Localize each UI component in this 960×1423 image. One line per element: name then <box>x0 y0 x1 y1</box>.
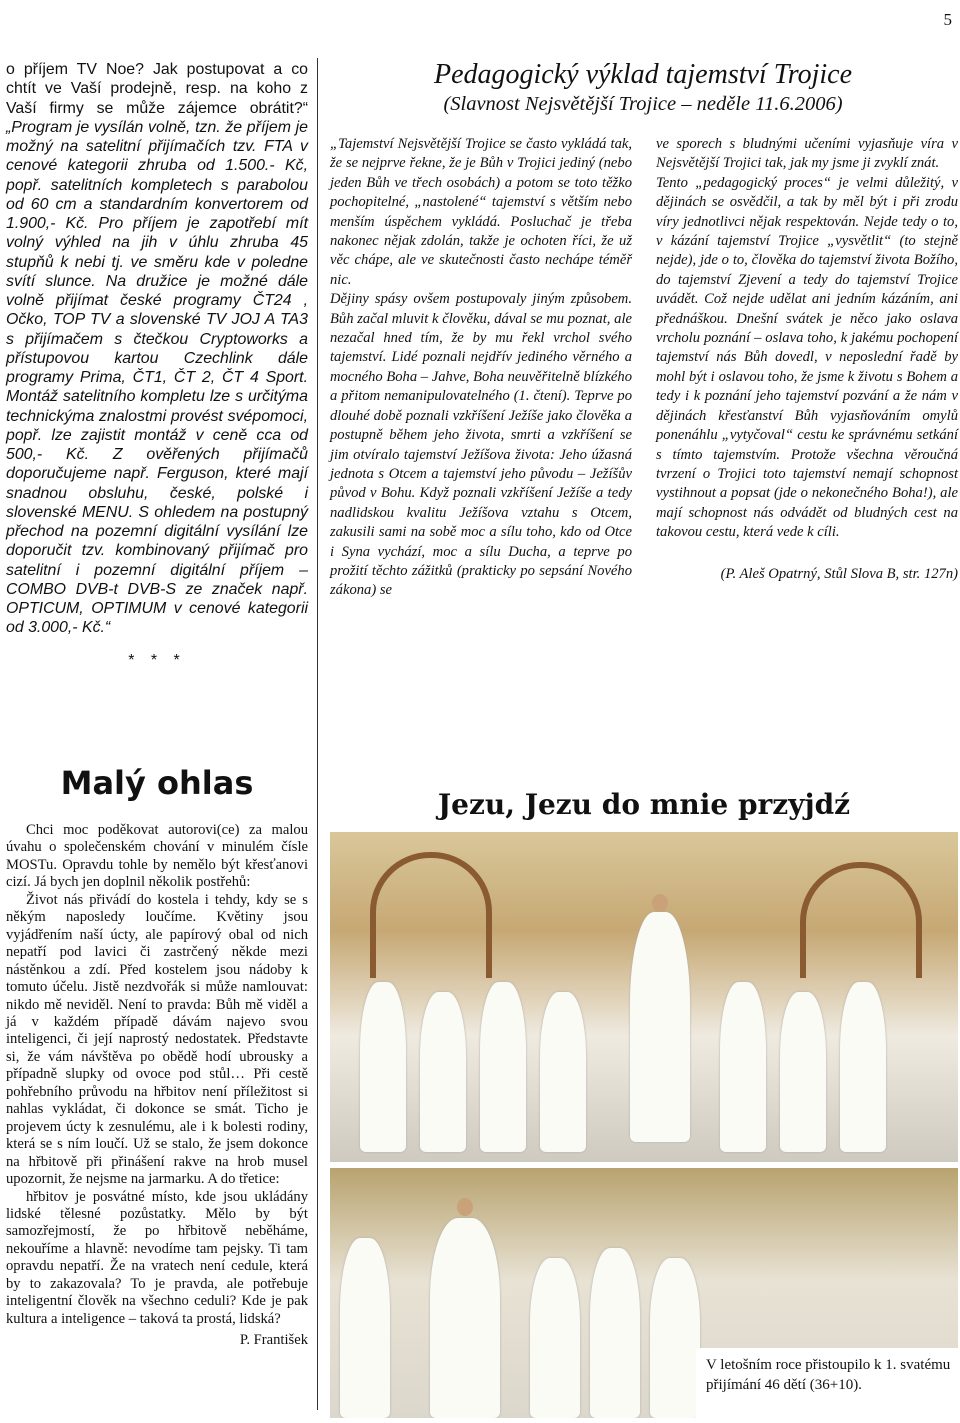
priest-head <box>652 894 668 912</box>
church-arch <box>800 862 922 978</box>
ohlas-paragraph: hřbitov je posvátné místo, kde jsou ukládány lidské tělesné pozůstatky. Mělo by být samozřejmostí, že po hřbitově neběháme, nekouříme a hlavně: nevodíme tam pejsky. Ti tam opravdu nepatří. Že na vratech není cedule, která by to zakazovala? To je pravda, ale potřebuje inteligentní člověk na všechno ceduli? Kde je pak kultura a inteligence – taková ta prostá, lidská? <box>6 1188 308 1327</box>
trojice-citation: (P. Aleš Opatrný, Stůl Slova B, str. 127n) <box>720 565 958 582</box>
child-figure <box>540 992 586 1152</box>
child-figure <box>360 982 406 1152</box>
ohlas-paragraph: Život nás přivádí do kostela i tehdy, kdy se s někým naposledy loučíme. Květiny jsou vyjádřením naší úcty, ale papírový obal od nich nepatří pod lavici či zastrčený někde mezi nástěnkou a zdí. Před kostelem jsou nádoby k tomuto účelu. Jistě nezdvořák si může namlouvat: nikdo mě neviděl. Není to pravda: Bůh mě viděl a já v každém případě dávám najevo svou inteligenci, či její naprostý nedostatek. Představte si, že vám návštěva po obědě hodí ubrousky a případně slupky od ovoce pod stůl… Při cestě pohřebního průvodu na hřbitov není příležitost si nahlas vykládat, či dokonce se smát. Ticho je projevem úcty k zesnulému, ale i k bolesti rodiny, která se s ním loučí. Už se stalo, že jsem dokonce na hřbitově při přinášení rakve na hrob musel upozornit, že nejsme na jarmarku. A do třetice: <box>6 891 308 1188</box>
maly-ohlas-article <box>6 822 308 1350</box>
child-figure <box>590 1248 640 1418</box>
trojice-subtitle: (Slavnost Nejsvětější Trojice – neděle 11.6.2006) <box>443 93 843 115</box>
child-figure <box>840 982 886 1152</box>
page-number: 5 <box>943 10 952 29</box>
child-figure <box>720 982 766 1152</box>
trojice-column-1 <box>330 135 632 601</box>
trojice-title: Pedagogický výklad tajemství Trojice <box>433 59 853 90</box>
ohlas-signature: P. František <box>239 1332 308 1349</box>
ad-question: o příjem TV Noe? Jak postupovat a co chtít ve Vaší prodejně, resp. na koho z Vaší firmy se může zájemce obrátit?“ <box>6 61 308 117</box>
maly-ohlas-title: Malý ohlas <box>60 764 254 802</box>
section-separator: * * * <box>128 651 186 669</box>
photo-caption: V letošním roce přistoupilo k 1. svatému přijímání 46 dětí (36+10). <box>696 1348 958 1418</box>
child-figure <box>530 1258 580 1418</box>
tv-noe-article <box>6 60 308 638</box>
child-figure <box>420 992 466 1152</box>
left-column <box>6 60 308 1349</box>
trojice-header <box>328 58 958 116</box>
child-figure <box>650 1258 700 1418</box>
trojice-column-2 <box>656 135 958 584</box>
trojice-paragraph: ve sporech s bludnými učeními vyjasňuje víra v Nejsvětější Trojici tak, jak my jsme ji zvyklí znát. <box>656 136 958 172</box>
ohlas-paragraph: Chci moc poděkovat autorovi(ce) za malou úvahu o společenském chování v minulém čísle MOSTu. Opravdu tohle by nemělo být křesťanovi cizí. Já bych jen doplnil několik postřehů: <box>6 822 308 891</box>
trojice-paragraph: Tento „pedagogický proces“ je velmi důležitý, v dějinách se osvědčil, a tak by měl být i při zrodu víry jednotlivci nějak respektován. Nejde tedy o to, v kázání tajemství Trojice „vysvětlit“ (to stejně nejde), jde o to, člověka do tajemství života Božího, do tajemství Zjevení a tedy do tajemství Trojice uvádět. Což nejde udělat ani jedním kázáním, ani přednáškou. Dnešní svátek je něco jako oslava vrcholu poznání – oslava toho, k jakému pochopení tajemství nás Bůh dovedl, v neposlední řadě by mohl být i oslavou toho, že jsme k životu s Bohem a tedy i k poznání jeho tajemství pozvání a že nám v dějinách křesťanství Bůh vyjasňováním omylů ponenáhlu „vytyčoval“ cestu ke správnému setkání s tímto tajemstvím. Protože všechna věroučná tvrzení o Trojici toto tajemství nemají schopnost vystihnout a popsat (jde o nekonečného Boha!), ale mají schopnost nás odvádět od bludných cest na takovou cestu, která vede k cíli. <box>656 174 958 541</box>
ad-answer: „Program je vysílán volně, tzn. že příjem je možný na satelitní přijímačích tzv. FTA v cenové kategorii zhruba od 1.500.- Kč, popř. satelitních kompletech s parabolou od 60 cm a standardním konvertorem od 1.900,- Kč. Pro příjem je zapotřebí mít volný výhled na jih v úhlu zhruba 45 stupňů k nebi tj. ve směru kde v poledne svítí slunce. Na družice je možné dále volně přijímat české programy ČT24 , Očko, TOP TV a slovenské TV JOJ A TA3 s přijímačem s čtečkou Cryptoworks a přístupovou kartou Czechlink dále programy Prima, ČT1, ČT 2, ČT 4 Sport. Montáž satelitního kompletu lze s určitýma technickýma znalostmi provést svépomoci, popř. lze zajistit montáž v ceně cca od 500,- Kč. Z ověřených přijímačů doporučujeme např. Ferguson, které mají snadnou obsluhu, české, polské i slovenské MENU. S ohledem na postupný přechod na pozemní digitální vysílání lze doporučit tzv. kombinovaný přijímač pro satelitní i pozemní digitální příjem – COMBO DVB-t DVB-S ze značek např. OPTICUM, OPTIMUM v cenové kategorii od 3.000,- Kč.“ <box>6 118 308 637</box>
communion-photo-group <box>330 1168 958 1418</box>
child-figure <box>480 982 526 1152</box>
child-figure <box>340 1238 390 1418</box>
priest-figure <box>430 1218 500 1418</box>
trojice-paragraph: „Tajemství Nejsvětější Trojice se často vykládá tak, že se nejprve řekne, že je Bůh v Trojici jediný (nebo jeden Bůh ve třech osobách) a potom se toto těžko pochopitelné, „nastolené“ tajemství s větším nebo menším úspěchem vykládá. Posluchač je třeba nakonec nějak zdolán, takže je ochoten říci, že už věc chápe, ale ve skutečnosti často nechápe téměř nic. <box>330 136 632 288</box>
church-arch <box>370 852 492 978</box>
photo-section-title: Jezu, Jezu do mnie przyjdź <box>437 788 851 821</box>
priest-head <box>457 1198 473 1216</box>
priest-figure <box>630 912 690 1142</box>
communion-photo-church <box>330 832 958 1162</box>
column-divider <box>317 58 318 1410</box>
trojice-paragraph: Dějiny spásy ovšem postupovaly jiným způsobem. Bůh začal mluvit k člověku, dával se mu poznat, ale nezačal hned tím, že by mu řekl vrchol svého tajemství. Lidé poznali nejdřív jediného věrného a mocného Boha – Jahve, Boha neuvěřitelně blízkého a přitom nemanipulovatelného (1. čtení). Teprve po dlouhé době poznali vzkříšení Ježíše jako člověka a postupně během jeho života, smrti a vzkříšení se jim otvíralo tajemství Ježíšova života: Jeho úžasná jednota s Otcem a tajemství jeho původu – Ježíšův původ v Bohu. Když poznali vzkříšení Ježíše a tedy nadlidskou kvalitu Ježíšova vztahu s Otcem, zakusili sami na sobě moc a sílu toho, kdo od Otce i Syna vychází, moc a sílu Ducha, a teprve po prožití těchto zážitků (prakticky po sepsání Nového zákona) se <box>330 291 632 599</box>
child-figure <box>780 992 826 1152</box>
